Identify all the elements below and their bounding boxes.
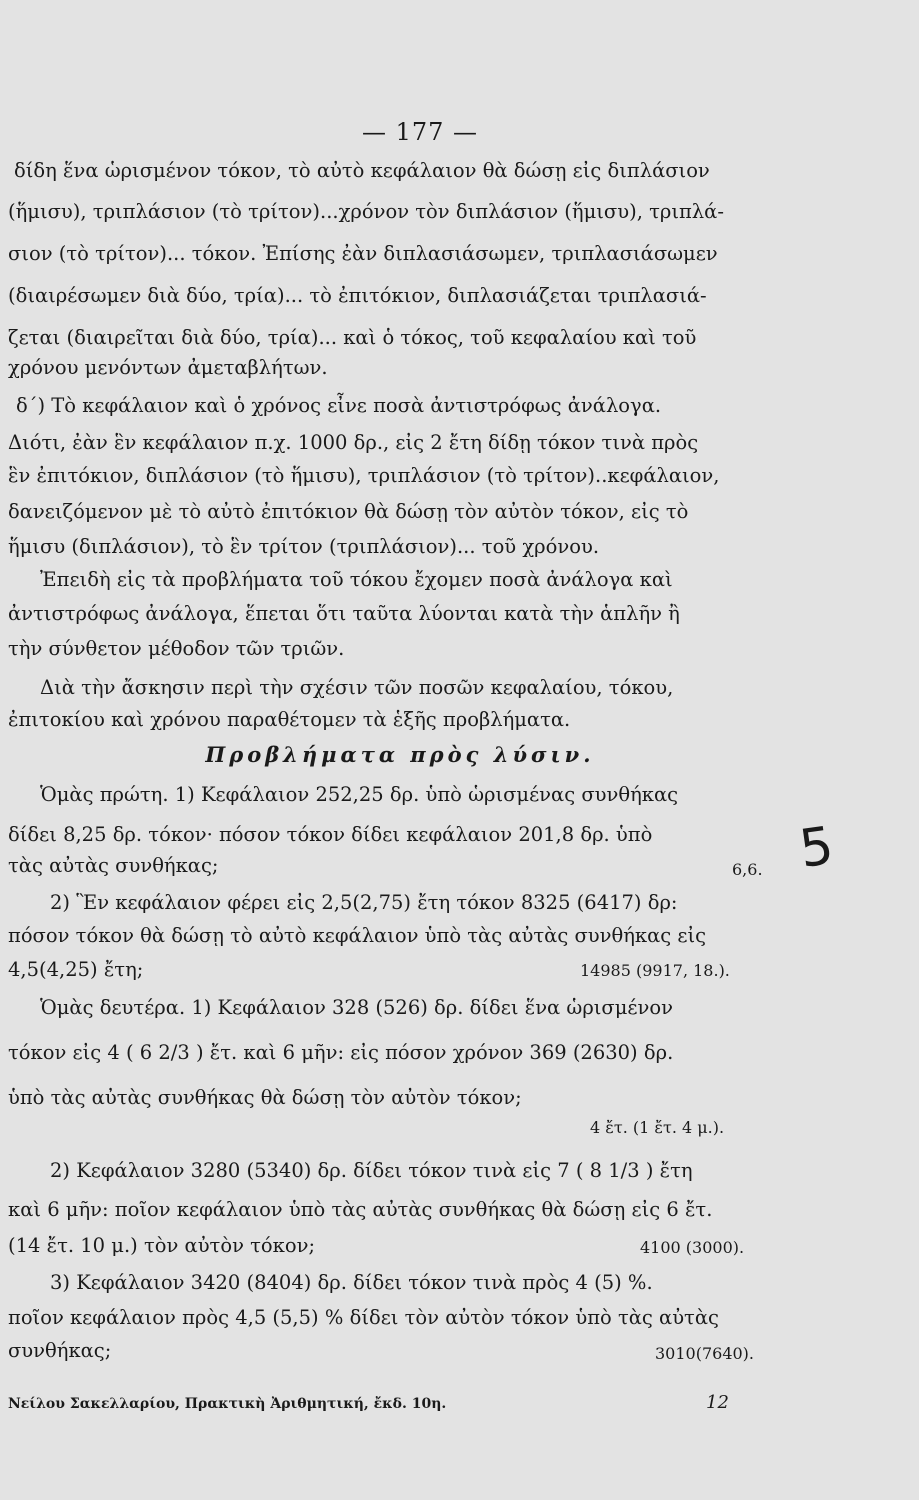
text-line: (ἥμισυ), τριπλάσιον (τὸ τρίτον)...χρόνον τὸν διπλάσιον (ἥμισυ), τριπλά- [8, 200, 724, 223]
text-line: Ὁμὰς πρώτη. 1) Κεφάλαιον 252,25 δρ. ὑπὸ ὡρισμένας συνθήκας [40, 783, 679, 806]
text-line: ὑπὸ τὰς αὐτὰς συνθήκας θὰ δώσῃ τὸν αὐτὸν τόκον; [8, 1086, 522, 1109]
text-line: 2) Ἓν κεφάλαιον φέρει εἰς 2,5(2,75) ἔτη τόκον 8325 (6417) δρ: [50, 891, 678, 914]
text-line: δίδη ἕνα ὡρισμένον τόκον, τὸ αὐτὸ κεφάλαιον θὰ δώσῃ εἰς διπλάσιον [14, 159, 710, 182]
answer: 6,6. [732, 860, 763, 879]
text-line: ἀντιστρόφως ἀνάλογα, ἕπεται ὅτι ταῦτα λύονται κατὰ τὴν ἁπλῆν ἢ [8, 602, 680, 625]
text-line: ἥμισυ (διπλάσιον), τὸ ἓν τρίτον (τριπλάσιον)... τοῦ χρόνου. [8, 535, 600, 558]
text-line: Διότι, ἐὰν ἓν κεφάλαιον π.χ. 1000 δρ., εἰς 2 ἔτη δίδῃ τόκον τινὰ πρὸς [8, 431, 699, 454]
text-line: (14 ἔτ. 10 μ.) τὸν αὐτὸν τόκον; [8, 1234, 316, 1257]
answer: 14985 (9917, 18.). [580, 961, 730, 980]
footer-citation: Νείλου Σακελλαρίου, Πρακτικὴ Ἀριθμητική, ἔκδ. 10η. [8, 1396, 447, 1412]
text-line: καὶ 6 μῆν: ποῖον κεφάλαιον ὑπὸ τὰς αὐτὰς συνθήκας θὰ δώσῃ εἰς 6 ἔτ. [8, 1198, 713, 1221]
text-line: ἓν ἐπιτόκιον, διπλάσιον (τὸ ἥμισυ), τριπλάσιον (τὸ τρίτον)..κεφάλαιον, [8, 464, 720, 487]
answer: 3010(7640). [655, 1344, 755, 1363]
text-line: δανειζόμενον μὲ τὸ αὐτὸ ἐπιτόκιον θὰ δώσῃ τὸν αὐτὸν τόκον, εἰς τὸ [8, 500, 689, 523]
text-line: χρόνου μενόντων ἀμεταβλήτων. [8, 356, 328, 379]
text-line: Ὁμὰς δευτέρα. 1) Κεφάλαιον 328 (526) δρ. δίδει ἕνα ὡρισμένον [40, 996, 673, 1019]
signature-number: 12 [706, 1392, 729, 1413]
text-line: Διὰ τὴν ἄσκησιν περὶ τὴν σχέσιν τῶν ποσῶν κεφαλαίου, τόκου, [40, 676, 674, 699]
text-line: πόσον τόκον θὰ δώσῃ τὸ αὐτὸ κεφάλαιον ὑπὸ τὰς αὐτὰς συνθήκας εἰς [8, 924, 707, 947]
text-line: (διαιρέσωμεν διὰ δύο, τρία)... τὸ ἐπιτόκιον, διπλασιάζεται τριπλασιά- [8, 284, 707, 307]
text-line: συνθήκας; [8, 1339, 112, 1362]
text-line: δ΄) Τὸ κεφάλαιον καὶ ὁ χρόνος εἶνε ποσὰ ἀντιστρόφως ἀνάλογα. [16, 394, 662, 417]
margin-handwritten-mark: 5 [795, 815, 838, 881]
answer: 4100 (3000). [640, 1238, 745, 1257]
text-line: δίδει 8,25 δρ. τόκον· πόσον τόκον δίδει κεφάλαιον 201,8 δρ. ὑπὸ [8, 823, 653, 846]
answer: 4 ἔτ. (1 ἔτ. 4 μ.). [590, 1118, 725, 1137]
text-line: ζεται (διαιρεῖται διὰ δύο, τρία)... καὶ ὁ τόκος, τοῦ κεφαλαίου καὶ τοῦ [8, 326, 697, 349]
text-line: τὴν σύνθετον μέθοδον τῶν τριῶν. [8, 637, 345, 660]
text-line: σιον (τὸ τρίτον)... τόκον. Ἐπίσης ἐὰν διπλασιάσωμεν, τριπλασιάσωμεν [8, 242, 718, 265]
text-line: ποῖον κεφάλαιον πρὸς 4,5 (5,5) % δίδει τὸν αὐτὸν τόκον ὑπὸ τὰς αὐτὰς [8, 1306, 719, 1329]
section-heading: Προβλήματα πρὸς λύσιν. [205, 742, 595, 767]
page-number: — 177 — [361, 118, 479, 146]
text-line: τόκον εἰς 4 ( 6 2/3 ) ἔτ. καὶ 6 μῆν: εἰς πόσον χρόνον 369 (2630) δρ. [8, 1041, 674, 1064]
text-line: 3) Κεφάλαιον 3420 (8404) δρ. δίδει τόκον τινὰ πρὸς 4 (5) %. [50, 1271, 653, 1294]
text-line: Ἐπειδὴ εἰς τὰ προβλήματα τοῦ τόκου ἔχομεν ποσὰ ἀνάλογα καὶ [40, 568, 673, 591]
text-line: ἐπιτοκίου καὶ χρόνου παραθέτομεν τὰ ἑξῆς προβλήματα. [8, 708, 571, 731]
text-line: 4,5(4,25) ἔτη; [8, 958, 144, 981]
text-line: 2) Κεφάλαιον 3280 (5340) δρ. δίδει τόκον τινὰ εἰς 7 ( 8 1/3 ) ἔτη [50, 1159, 693, 1182]
text-line: τὰς αὐτὰς συνθήκας; [8, 854, 219, 877]
